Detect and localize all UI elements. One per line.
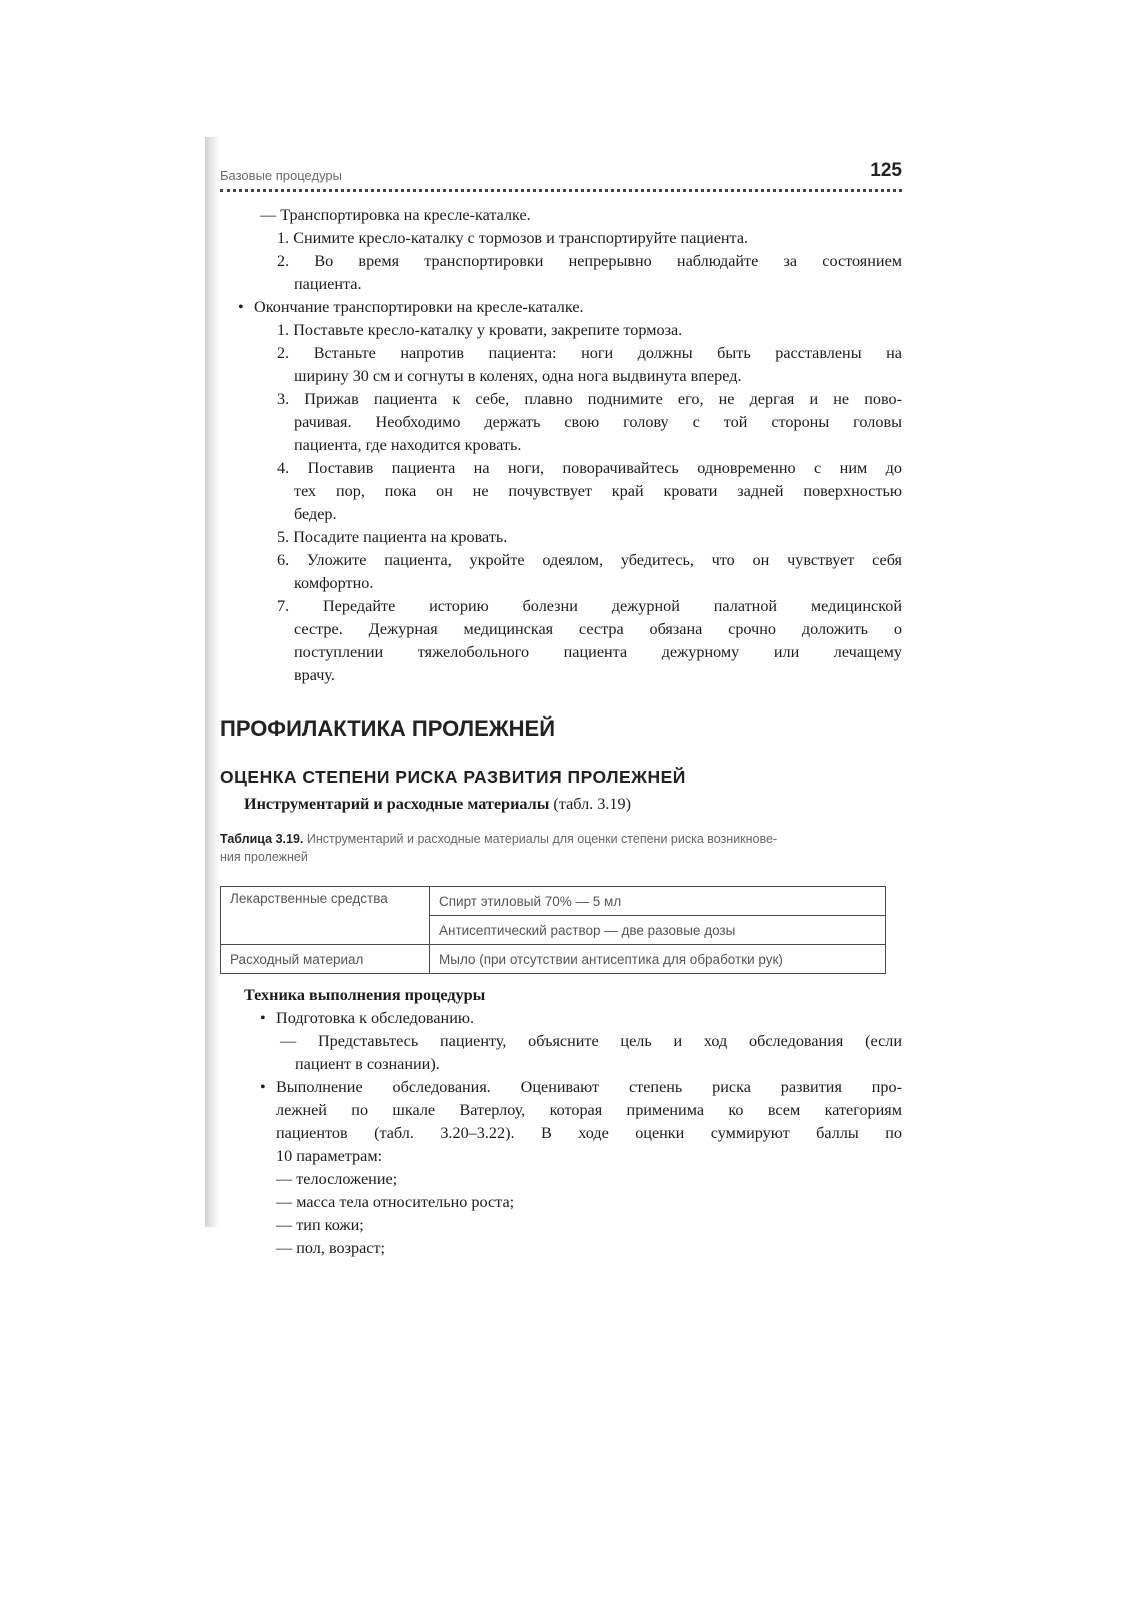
table-reference: (табл. 3.19) — [549, 795, 631, 813]
text-line: 5. Посадите пациента на кровать. — [277, 528, 508, 546]
text-line: 3. Прижав пациента к себе, плавно поднимите его, не дергая и не пово- — [277, 390, 902, 408]
bullet-icon: • — [238, 298, 244, 316]
examination-steps — [220, 1099, 902, 1260]
text-line: врачу. — [294, 666, 335, 684]
bullet-item — [220, 1007, 902, 1030]
table-cell: Расходный материал — [221, 945, 430, 974]
caption-line-1: Инструментарий и расходные материалы для оценки степени риска возникнове- — [303, 832, 778, 846]
text-line: 2. Встаньте напротив пациента: ноги должны быть расставлены на — [277, 344, 902, 362]
bullet-item — [220, 296, 902, 319]
instruments-title: Инструментарий и расходные материалы — [244, 795, 550, 813]
bullet-icon: • — [260, 1078, 266, 1096]
subsection-heading: ОЦЕНКА СТЕПЕНИ РИСКА РАЗВИТИЯ ПРОЛЕЖНЕЙ — [220, 767, 686, 787]
caption-line-2: ния пролежней — [220, 850, 308, 864]
bullet-text: Выполнение обследования. Оценивают степень риска развития про- — [276, 1078, 902, 1096]
section-name: Базовые процедуры — [220, 168, 343, 183]
materials-table — [220, 886, 886, 974]
end-transport-steps — [220, 319, 902, 687]
text-line: — Транспортировка на кресле-каталке. — [260, 206, 531, 224]
page-number: 125 — [870, 160, 902, 181]
text-line: 1. Поставьте кресло-каталку у кровати, закрепите тормоза. — [277, 321, 683, 339]
text-line: пациентов (табл. 3.20–3.22). В ходе оценки суммируют баллы по — [276, 1124, 902, 1142]
bullet-item — [220, 1076, 902, 1099]
table-label: Таблица 3.19. — [220, 832, 304, 846]
bullet-text: Подготовка к обследованию. — [276, 1009, 475, 1027]
text-line: 7. Передайте историю болезни дежурной палатной медицинской — [277, 597, 902, 615]
text-line: бедер. — [294, 505, 337, 523]
text-line: ширину 30 см и согнуты в коленях, одна нога выдвинута вперед. — [294, 367, 742, 385]
text-line: 10 параметрам: — [276, 1147, 383, 1165]
table-cell: Антисептический раствор — две разовые дозы — [430, 916, 886, 945]
table-cell: Лекарственные средства — [221, 887, 430, 945]
preparation-steps — [220, 1030, 902, 1076]
text-line: 6. Уложите пациента, укройте одеялом, убедитесь, что он чувствует себя — [277, 551, 902, 569]
running-head — [220, 160, 902, 186]
text-line: пациент в сознании). — [295, 1055, 440, 1073]
text-line: рачивая. Необходимо держать свою голову с той стороны головы — [294, 413, 902, 431]
scan-edge-shadow — [205, 137, 221, 1227]
text-line: — пол, возраст; — [276, 1239, 386, 1257]
dotted-rule — [220, 189, 902, 192]
bullet-icon: • — [260, 1009, 266, 1027]
table-cell: Мыло (при отсутствии антисептика для обработки рук) — [430, 945, 886, 974]
text-line: поступлении тяжелобольного пациента дежурному или лечащему — [294, 643, 902, 661]
instruments-line — [220, 793, 902, 816]
table-row — [221, 945, 886, 974]
book-page — [220, 160, 902, 1260]
technique-title: Техника выполнения процедуры — [244, 986, 486, 1004]
bullet-text: Окончание транспортировки на кресле-каталке. — [254, 298, 584, 316]
table-row — [221, 887, 886, 916]
text-line: тех пор, пока он не почувствует край кровати задней поверхностью — [294, 482, 902, 500]
text-line: 1. Снимите кресло-каталку с тормозов и транспортируйте пациента. — [277, 229, 749, 247]
table-cell: Спирт этиловый 70% — 5 мл — [430, 887, 886, 916]
text-line: 4. Поставив пациента на ноги, поворачивайтесь одновременно с ним до — [277, 459, 902, 477]
text-line: — телосложение; — [276, 1170, 398, 1188]
transport-steps — [220, 204, 902, 296]
text-line: пациента. — [294, 275, 362, 293]
text-line: сестре. Дежурная медицинская сестра обязана срочно доложить о — [294, 620, 902, 638]
text-line: 2. Во время транспортировки непрерывно наблюдайте за состоянием — [277, 252, 902, 270]
table-caption — [220, 830, 902, 866]
text-line: комфортно. — [294, 574, 374, 592]
text-line: — масса тела относительно роста; — [276, 1193, 515, 1211]
text-line: пациента, где находится кровать. — [294, 436, 522, 454]
section-heading: ПРОФИЛАКТИКА ПРОЛЕЖНЕЙ — [220, 716, 556, 741]
text-line: — тип кожи; — [276, 1216, 364, 1234]
text-line: — Представьтесь пациенту, объясните цель и ход обследования (если — [280, 1032, 902, 1050]
text-line: лежней по шкале Ватерлоу, которая применима ко всем категориям — [276, 1101, 902, 1119]
